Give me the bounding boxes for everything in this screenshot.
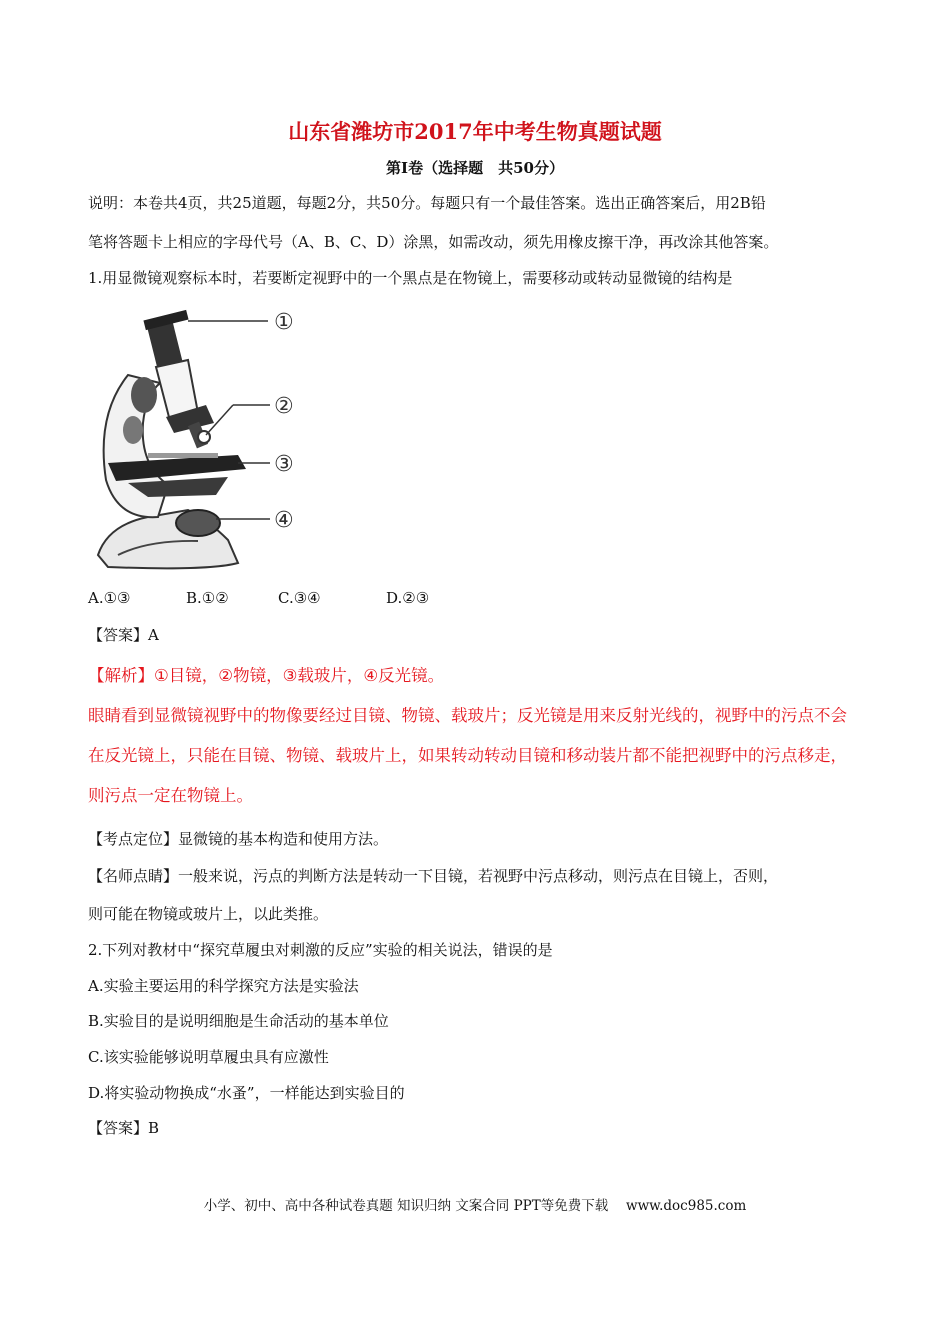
q1-option-a: A.①③ — [88, 589, 131, 607]
instructions-line-2: 笔将答题卡上相应的字母代号（A、B、C、D）涂黑，如需改动，须先用橡皮擦干净，再改涂其他答案。 — [88, 233, 779, 251]
q1-option-d: D.②③ — [386, 589, 430, 607]
instructions-line-1: 说明：本卷共4页，共25道题，每题2分，共50分。每题只有一个最佳答案。选出正确答案后，用2B铅 — [88, 194, 766, 212]
microscope-figure — [88, 305, 318, 579]
q1-mingshi-line-2: 则可能在物镜或玻片上，以此类推。 — [88, 905, 329, 923]
page-title: 山东省潍坊市2017年中考生物真题试题 — [288, 119, 662, 144]
figure-label-4: ④ — [274, 508, 294, 533]
q1-analysis-line-3: 在反光镜上，只能在目镜、物镜、载玻片上，如果转动转动目镜和移动装片都不能把视野中的污点移走， — [88, 746, 847, 765]
q2-option-c: C.该实验能够说明草履虫具有应激性 — [88, 1048, 329, 1066]
q1-stem: 1.用显微镜观察标本时，若要断定视野中的一个黑点是在物镜上，需要移动或转动显微镜的结构是 — [88, 269, 733, 287]
q1-kaodian: 【考点定位】显微镜的基本构造和使用方法。 — [88, 830, 389, 848]
section-subtitle: 第Ⅰ卷（选择题 共50分） — [386, 159, 564, 177]
q2-answer: 【答案】B — [88, 1119, 160, 1137]
q1-answer: 【答案】A — [88, 626, 159, 644]
q2-stem: 2.下列对教材中“探究草履虫对刺激的反应”实验的相关说法，错误的是 — [88, 941, 553, 959]
q2-option-d: D.将实验动物换成“水蚤”，一样能达到实验目的 — [88, 1084, 405, 1102]
figure-label-3: ③ — [274, 452, 294, 477]
q1-mingshi-line-1: 【名师点睛】一般来说，污点的判断方法是转动一下目镜，若视野中污点移动，则污点在目镜上，否则， — [88, 867, 779, 885]
figure-label-1: ① — [274, 310, 294, 335]
figure-label-2: ② — [274, 394, 294, 419]
q2-option-a: A.实验主要运用的科学探究方法是实验法 — [88, 977, 359, 995]
q1-analysis-line-2: 眼睛看到显微镜视野中的物像要经过目镜、物镜、载玻片；反光镜是用来反射光线的，视野中的污点不会 — [88, 706, 847, 725]
q1-analysis-line-1: 【解析】①目镜，②物镜，③载玻片，④反光镜。 — [88, 666, 445, 685]
q1-option-b: B.①② — [186, 589, 229, 607]
page-footer: 小学、初中、高中各种试卷真题 知识归纳 文案合同 PPT等免费下载 www.doc985.com — [203, 1198, 747, 1214]
q2-option-b: B.实验目的是说明细胞是生命活动的基本单位 — [88, 1012, 389, 1030]
q1-option-c: C.③④ — [278, 589, 321, 607]
q1-analysis-line-4: 则污点一定在物镜上。 — [88, 786, 253, 805]
